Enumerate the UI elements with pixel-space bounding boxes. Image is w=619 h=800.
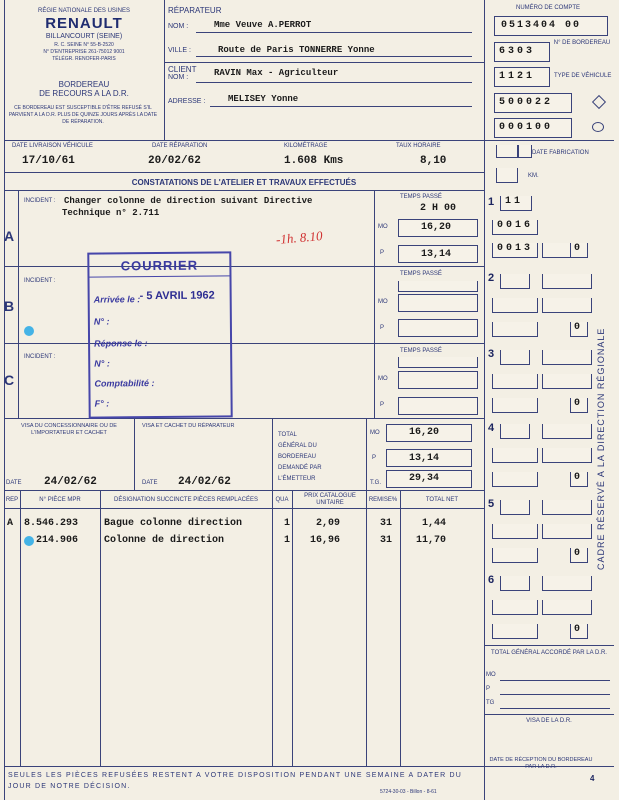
parts-header-designation: DÉSIGNATION SUCCINCTE PIÈCES REMPLACÉES <box>114 497 258 503</box>
date-fab-box-1 <box>496 145 518 158</box>
stamp-arrivee-label: Arrivée le : <box>93 294 141 305</box>
visa-p-box <box>386 449 472 467</box>
reparateur-section-label: RÉPARATEUR <box>168 6 222 15</box>
dr-row-4-zero: 0 <box>574 472 581 483</box>
parts-col-1 <box>20 490 21 766</box>
right-panel-divider <box>484 0 485 800</box>
bordereau-title-2: DE RECOURS A LA D.R. <box>39 89 129 98</box>
dr-row-3-zero: 0 <box>574 398 581 409</box>
incident-c-letter: C <box>4 372 15 388</box>
part-2-remise: 31 <box>380 535 393 546</box>
dr-row-1-value-b: 0016 <box>497 220 534 231</box>
dr-row-1-value-c: 0013 <box>497 243 534 254</box>
dr-row-5-box-e <box>542 524 592 539</box>
total-label-5: L'ÉMETTEUR <box>278 476 316 482</box>
dr-row-1-box-c <box>492 243 538 258</box>
km-right-label: KM. <box>528 173 539 179</box>
moteur-box <box>494 118 572 138</box>
compte-box <box>494 16 608 36</box>
part-1-designation: Bague colonne direction <box>104 518 243 529</box>
incident-a-bottom <box>4 266 484 267</box>
entreprise-label: N° D'ENTREPRISE 261-75012 9001 <box>43 49 125 55</box>
visa-mo-box <box>386 424 472 442</box>
dr-mo-line <box>500 680 610 681</box>
incident-a-p-value: 13,14 <box>421 249 452 260</box>
dr-row-3-box-e <box>542 374 592 389</box>
incident-b-p-box <box>398 319 478 337</box>
vehicle-row-bottom <box>4 172 484 173</box>
visa-date-label-right: DATE <box>142 480 158 486</box>
telegr-label: TÉLÉGR. RENOFER-PARIS <box>52 56 116 62</box>
dr-row-6-box-a <box>500 576 530 591</box>
reparateur-bottom-line <box>164 62 484 63</box>
dr-row-1-number: 1 <box>488 196 495 208</box>
bordereau-notice: CE BORDEREAU EST SUSCEPTIBLE D'ÊTRE REFUSÉ S'IL PARVIENT A LA D.R. PLUS DE QUINZE JOURS APRÈS LA DATE DE RÉPARATION. <box>8 105 158 125</box>
visa-divider-2 <box>272 418 273 490</box>
dr-row-5-zero: 0 <box>574 548 581 559</box>
incident-c-temps-box <box>398 357 478 368</box>
incident-a-p-label: P <box>380 250 385 256</box>
visa-bottom <box>4 490 484 491</box>
incident-a-letter: A <box>4 228 15 244</box>
reparateur-ville-label: VILLE : <box>168 47 191 54</box>
reparation-value: 20/02/62 <box>148 155 201 167</box>
dr-row-2-number: 2 <box>488 272 495 284</box>
date-fab-label: DATE FABRICATION <box>532 150 589 156</box>
parts-header-prix: PRIX CATALOGUE UNITAIRE <box>304 493 356 506</box>
left-border <box>4 0 5 800</box>
moteur-circle-icon <box>592 122 604 132</box>
dr-row-4-box-a <box>500 424 530 439</box>
incident-c-label: INCIDENT : <box>24 354 56 360</box>
client-nom-label: NOM : <box>168 74 189 81</box>
type-value: 1121 <box>499 71 536 82</box>
dr-row-6-box-f <box>570 624 588 639</box>
incident-a-mo-value: 16,20 <box>421 222 452 233</box>
parts-header-qua: QUA <box>275 497 289 503</box>
header-divider <box>164 0 165 140</box>
bordereau-value: 6303 <box>499 46 536 57</box>
visa-date-right: 24/02/62 <box>178 476 231 488</box>
stamp-reponse-label: Réponse le : <box>94 338 148 349</box>
stamp-no2-label: N° : <box>94 358 110 369</box>
dr-row-4-box-d <box>542 424 592 439</box>
dr-row-6-box-e <box>542 600 592 615</box>
dr-row-4-box-e <box>542 448 592 463</box>
type-box <box>494 67 550 87</box>
visa-tg-value: 29,34 <box>409 473 440 484</box>
client-nom-line <box>196 82 472 83</box>
dr-row-2-box-b <box>492 298 538 313</box>
incident-a-temps-label: TEMPS PASSÉ <box>400 194 442 200</box>
dr-row-6-zero: 0 <box>574 624 581 635</box>
visa-date-label-left: DATE <box>6 480 22 486</box>
client-label: CLIENT <box>168 65 197 74</box>
dr-p-line <box>500 694 610 695</box>
dr-row-6-box-b <box>492 600 538 615</box>
dr-row-2-box-c <box>492 322 538 337</box>
incident-a-label: INCIDENT : <box>24 198 56 204</box>
part-1-remise: 31 <box>380 518 393 529</box>
stamp-no-label: N° : <box>93 316 110 327</box>
date-fab-box-2 <box>518 145 532 158</box>
part-1-total: 1,44 <box>422 518 447 529</box>
incident-a-p-box <box>398 245 478 263</box>
part-2-piece: 214.906 <box>36 535 79 546</box>
dr-row-5-box-a <box>500 500 530 515</box>
dr-row-3-box-b <box>492 374 538 389</box>
parts-header-bottom <box>4 508 484 509</box>
taux-value: 8,10 <box>420 155 447 167</box>
reparateur-nom-line <box>196 32 472 33</box>
incident-c-p-box <box>398 397 478 415</box>
total-accorde-label: TOTAL GÉNÉRAL ACCORDÉ PAR LA D.R. <box>491 650 607 656</box>
dr-visa-label: VISA DE LA D.R. <box>526 718 572 724</box>
dr-row-3-box-c <box>492 398 538 413</box>
compte-value: 0513404 00 <box>501 20 582 31</box>
dr-row-1-box-b <box>492 220 538 235</box>
stamp-f-label: F° : <box>94 398 110 409</box>
incident-c-p-label: P <box>380 402 385 408</box>
parts-header-rep: REP <box>5 497 19 503</box>
visa-concess-label: VISA DU CONCESSIONNAIRE OU DE L'IMPORTATEUR ET CACHET <box>21 423 117 436</box>
dr-tg-label: TG <box>486 700 495 706</box>
incident-b-mo-box <box>398 294 478 312</box>
dr-row-4-box-c <box>492 472 538 487</box>
billancourt-label: BILLANCOURT (SEINE) <box>45 33 123 40</box>
dr-row-5-box-d <box>542 500 592 515</box>
total-label-3: BORDEREAU <box>278 454 317 460</box>
part-1-qua: 1 <box>284 518 291 529</box>
client-adresse-value: MELISEY Yonne <box>228 94 299 104</box>
incident-a-mo-box <box>398 219 478 237</box>
visa-p-label: P <box>372 455 377 461</box>
footer-ref: 5724-30-03 - Billon - 8-61 <box>380 789 437 795</box>
dr-row-4-number: 4 <box>488 422 495 434</box>
dr-row-3-box-f <box>570 398 588 413</box>
stamp-title-line <box>89 275 229 277</box>
incident-b-p-label: P <box>380 325 385 331</box>
page-number: 4 <box>590 774 595 783</box>
punch-hole-dot <box>24 326 34 336</box>
incident-c-mo-label: MO <box>378 376 388 382</box>
bordereau-title-1: BORDEREAU <box>58 80 110 89</box>
reparateur-nom-value: Mme Veuve A.PERROT <box>214 20 312 30</box>
courrier-stamp <box>87 251 232 418</box>
dr-row-2-box-a <box>500 274 530 289</box>
dr-row-2-box-f <box>570 322 588 337</box>
rc-label: R. C. SEINE N° 55-B-2520 <box>54 42 114 48</box>
km-value: 1.608 Kms <box>284 155 344 167</box>
visa-mo-label: MO <box>370 430 380 436</box>
visa-mo-value: 16,20 <box>409 427 440 438</box>
dr-visa-top <box>484 714 614 715</box>
km-box <box>496 168 518 183</box>
stamp-title: COURRIER <box>120 257 199 274</box>
part-2-designation: Colonne de direction <box>104 535 225 546</box>
dr-row-3-box-a <box>500 350 530 365</box>
dr-row-4-box-b <box>492 448 538 463</box>
incident-b-temps-box <box>398 281 478 292</box>
serie-diamond-icon <box>592 95 606 109</box>
visa-reparateur-label: VISA ET CACHET DU RÉPARATEUR <box>142 423 235 429</box>
dr-row-1-value-d: 0 <box>574 243 581 254</box>
punch-hole-dot <box>24 536 34 546</box>
parts-header-remise: REMISE% <box>368 497 398 503</box>
dr-row-5-box-f <box>570 548 588 563</box>
incident-a-red-note: -1h. 8.10 <box>275 227 324 248</box>
total-accorde-top <box>484 645 614 646</box>
header-bottom-line <box>4 140 614 141</box>
km-label: KILOMÉTRAGE <box>284 143 328 149</box>
reparation-label: DATE RÉPARATION <box>152 143 208 149</box>
incident-c-bottom <box>4 418 484 419</box>
parts-col-4 <box>292 490 293 766</box>
incident-b-mo-label: MO <box>378 299 388 305</box>
part-2-total: 11,70 <box>416 535 447 546</box>
dr-reception-label: DATE DE RÉCEPTION DU BORDEREAU PAR LA D.R. <box>489 757 593 770</box>
taux-label: TAUX HORAIRE <box>396 143 441 149</box>
serie-box <box>494 93 572 113</box>
livraison-label: DATE LIVRAISON VÉHICULE <box>12 143 93 149</box>
constat-title: CONSTATATIONS DE L'ATELIER ET TRAVAUX EFFECTUÉS <box>131 178 357 187</box>
parts-col-6 <box>400 490 401 766</box>
reparateur-ville-line <box>196 56 472 57</box>
temps-divider <box>374 190 375 418</box>
incident-letter-divider <box>18 190 19 418</box>
stamp-arrivee-value: - 5 AVRIL 1962 <box>139 289 215 303</box>
dr-p-label: P <box>486 686 491 692</box>
client-nom-value: RAVIN Max - Agriculteur <box>214 68 339 78</box>
dr-row-6-box-c <box>492 624 538 639</box>
part-1-rep: A <box>7 518 14 529</box>
serie-value: 500022 <box>499 97 554 108</box>
dr-row-3-box-d <box>542 350 592 365</box>
part-1-piece: 8.546.293 <box>24 518 79 529</box>
dr-tg-line <box>500 708 610 709</box>
parts-col-3 <box>272 490 273 766</box>
dr-row-2-box-e <box>542 298 592 313</box>
incident-b-letter: B <box>4 298 15 314</box>
incident-c-mo-box <box>398 371 478 389</box>
regie-label: RÉGIE NATIONALE DES USINES <box>38 8 130 14</box>
dr-row-3-number: 3 <box>488 348 495 360</box>
reparateur-nom-label: NOM : <box>168 23 189 30</box>
client-adresse-label: ADRESSE : <box>168 98 206 105</box>
incident-b-temps-label: TEMPS PASSÉ <box>400 271 442 277</box>
dr-row-1-value-a: 11 <box>505 196 524 207</box>
dr-row-1-box-e <box>570 243 588 258</box>
dr-row-2-box-d <box>542 274 592 289</box>
dr-row-6-number: 6 <box>488 574 495 586</box>
reparateur-ville-value: Route de Paris TONNERRE Yonne <box>218 45 375 55</box>
stamp-compta-label: Comptabilité : <box>94 378 155 389</box>
bordereau-box <box>494 42 550 62</box>
visa-tg-box <box>386 470 472 488</box>
moteur-value: 000100 <box>499 122 554 133</box>
part-2-prix: 16,96 <box>310 535 341 546</box>
visa-tg-label: T.G. <box>370 480 382 486</box>
incident-b-label: INCIDENT : <box>24 278 56 284</box>
parts-header-piece: N° PIÈCE MPR <box>39 497 81 503</box>
incident-c-temps-label: TEMPS PASSÉ <box>400 348 442 354</box>
dr-reserved-vertical-text: CADRE RÉSERVÉ A LA DIRECTION RÉGIONALE <box>596 327 606 570</box>
total-label-4: DEMANDÉ PAR <box>278 465 322 471</box>
renault-brand: RENAULT <box>45 15 123 32</box>
dr-row-4-box-f <box>570 472 588 487</box>
parts-header-total: TOTAL NET <box>425 497 459 503</box>
total-label-1: TOTAL <box>278 432 297 438</box>
dr-row-5-box-c <box>492 548 538 563</box>
livraison-value: 17/10/61 <box>22 155 75 167</box>
dr-row-1-box-a <box>500 196 532 211</box>
dr-mo-label: MO <box>486 672 496 678</box>
type-label: TYPE DE VÉHICULE <box>554 73 612 79</box>
incident-b-bottom <box>4 343 484 344</box>
footer-notice: SEULES LES PIÈCES REFUSÉES RESTENT A VOTRE DISPOSITION PENDANT UNE SEMAINE A DATER DU JOUR DE NOTRE DÉCISION. <box>8 772 463 790</box>
constat-title-bottom <box>4 190 484 191</box>
incident-a-text-2: Technique n° 2.711 <box>62 208 160 218</box>
part-2-qua: 1 <box>284 535 291 546</box>
visa-p-value: 13,14 <box>409 453 440 464</box>
incident-a-text-1: Changer colonne de direction suivant Directive <box>64 196 313 206</box>
compte-label: NUMÉRO DE COMPTE <box>516 5 581 11</box>
dr-row-2-zero: 0 <box>574 322 581 333</box>
dr-row-5-box-b <box>492 524 538 539</box>
dr-row-6-box-d <box>542 576 592 591</box>
incident-a-temps-value: 2 H 00 <box>420 203 457 214</box>
parts-col-5 <box>366 490 367 766</box>
incident-a-mo-label: MO <box>378 224 388 230</box>
visa-divider-3 <box>366 418 367 490</box>
visa-date-left: 24/02/62 <box>44 476 97 488</box>
client-adresse-line <box>210 106 472 107</box>
parts-col-2 <box>100 490 101 766</box>
part-1-prix: 2,09 <box>316 518 341 529</box>
total-label-2: GÉNÉRAL DU <box>278 443 317 449</box>
dr-row-5-number: 5 <box>488 498 495 510</box>
bordereau-label: N° DE BORDEREAU <box>553 40 611 46</box>
visa-divider-1 <box>134 418 135 490</box>
